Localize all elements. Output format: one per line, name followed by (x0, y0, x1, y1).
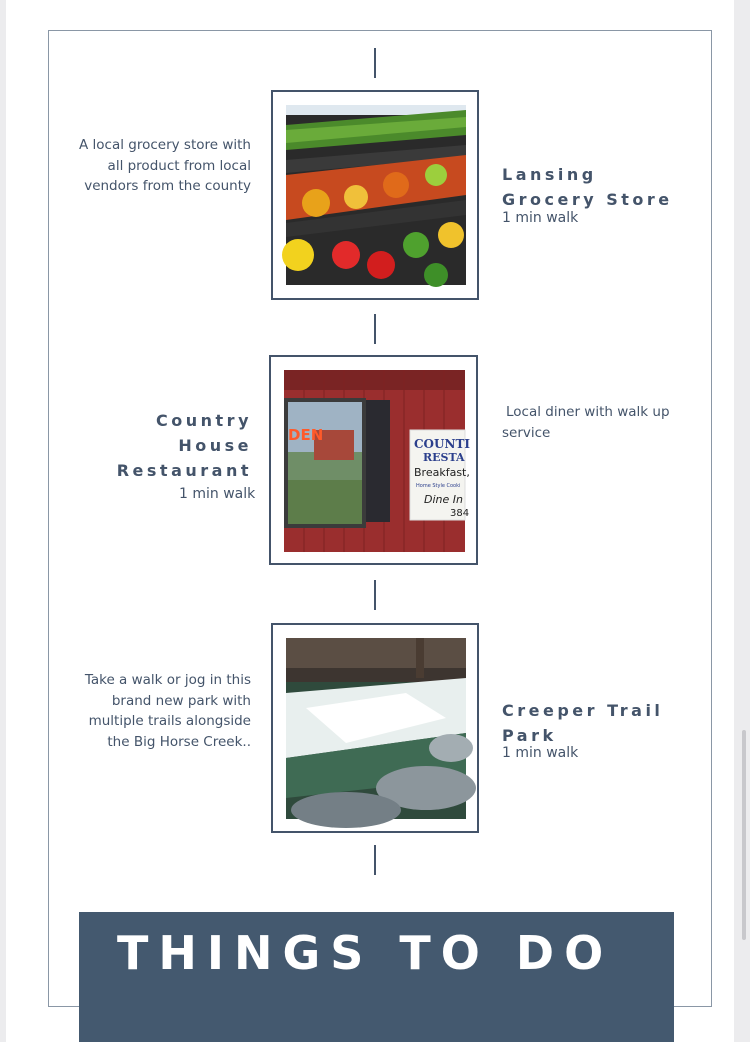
description-line: vendors from the county (84, 178, 251, 194)
title-line: Lansing (502, 165, 597, 184)
grocery-title (502, 162, 673, 212)
description-line: brand new park with (111, 692, 251, 709)
sign-line: Breakfast, (414, 466, 470, 479)
grocery-walk-time: 1 min walk (502, 210, 579, 226)
restaurant-photo-frame (269, 355, 478, 565)
park-photo-frame (271, 623, 479, 833)
park-description (60, 670, 251, 752)
description-line: all product from local (107, 157, 251, 174)
title-line: House (178, 436, 252, 455)
sign-line: RESTA (423, 451, 465, 464)
description-line: Take a walk or jog in this (84, 672, 251, 688)
banner-title: THINGS TO DO (117, 926, 614, 980)
grocery-photo (286, 105, 466, 285)
sign-line: 384 (450, 508, 470, 519)
grocery-photo-frame (271, 90, 479, 300)
restaurant-photo (284, 370, 470, 552)
window-neon-text: DEN (288, 426, 324, 444)
timeline-tick (374, 314, 376, 344)
things-to-do-banner (79, 912, 674, 1042)
description-line: multiple trails alongside (88, 713, 251, 729)
grocery-description (60, 135, 251, 197)
description-line: service (502, 424, 551, 441)
title-line: Grocery Store (502, 190, 673, 209)
description-line: A local grocery store with (79, 137, 251, 153)
scrollbar[interactable] (742, 730, 746, 940)
title-line: Restaurant (116, 461, 252, 480)
title-line: Country (156, 411, 252, 430)
restaurant-title (100, 408, 252, 483)
description-line: Local diner with walk up (506, 404, 670, 420)
park-title (502, 698, 663, 748)
timeline-tick (374, 48, 376, 78)
timeline-tick (374, 845, 376, 875)
title-line: Park (502, 726, 557, 745)
restaurant-walk-time: 1 min walk (179, 486, 256, 502)
sign-line: Home Style Cooki (416, 483, 461, 489)
park-photo (286, 638, 466, 819)
sign-line: Dine In (424, 493, 463, 506)
description-line: the Big Horse Creek.. (107, 733, 251, 750)
sign-line: COUNTI (414, 437, 470, 451)
restaurant-description (502, 402, 702, 443)
title-line: Creeper Trail (502, 701, 664, 720)
timeline-tick (374, 580, 376, 610)
park-walk-time: 1 min walk (502, 745, 579, 761)
